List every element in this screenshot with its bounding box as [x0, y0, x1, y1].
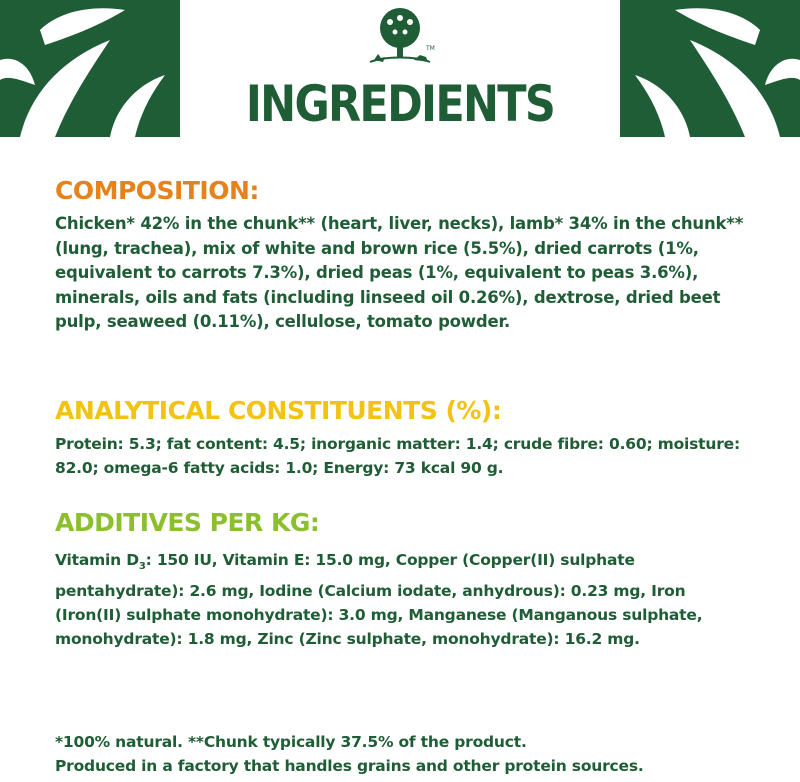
vitamin-d-subscript: 3 [138, 561, 146, 573]
page-title: INGREDIENTS [245, 75, 555, 133]
header-band [0, 0, 800, 137]
trademark-text: TM [426, 45, 435, 52]
analytical-heading: ANALYTICAL CONSTITUENTS (%): [55, 396, 502, 425]
composition-heading: COMPOSITION: [55, 176, 259, 205]
additives-list: : 150 IU, Vitamin E: 15.0 mg, Copper (Copper(II) sulphate pentahydrate): 2.6 mg, Iodine (Calcium iodate, anhydrous): 0.23 mg, Iron (Iron(II) sulphate monohydrate): 3.0 mg, Manganese (Manganous sulphate, monohydrate): 1.8 mg, Zinc (Zinc sulphate, monohydrate): 16.2 mg. [55, 551, 703, 649]
additives-heading: ADDITIVES PER KG: [55, 508, 320, 537]
vitamin-d-label: Vitamin D [55, 551, 139, 569]
analytical-section [55, 396, 755, 480]
additives-text [55, 548, 755, 651]
composition-section [55, 176, 755, 335]
footnotes-section [55, 730, 755, 778]
footnote-line-2: Produced in a factory that handles grains and other protein sources. [55, 757, 644, 775]
analytical-text: Protein: 5.3; fat content: 4.5; inorganic matter: 1.4; crude fibre: 0.60; moisture: 82.0; omega-6 fatty acids: 1.0; Energy: 73 kcal 90 g. [55, 435, 740, 477]
composition-text: Chicken* 42% in the chunk** (heart, liver, necks), lamb* 34% in the chunk** (lung, trachea), mix of white and brown rice (5.5%), dried carrots (1%, equivalent to carrots 7.3%), dried peas (1%, equivalent to peas 3.6%), minerals, oils and fats (including linseed oil 0.26%), dextrose, dried beet pulp, seaweed (0.11%), cellulose, tomato powder. [55, 214, 744, 331]
footnote-line-1: *100% natural. **Chunk typically 37.5% of the product. [55, 733, 527, 751]
tree-with-pets-logo-icon [360, 6, 440, 74]
additives-section [55, 508, 755, 651]
